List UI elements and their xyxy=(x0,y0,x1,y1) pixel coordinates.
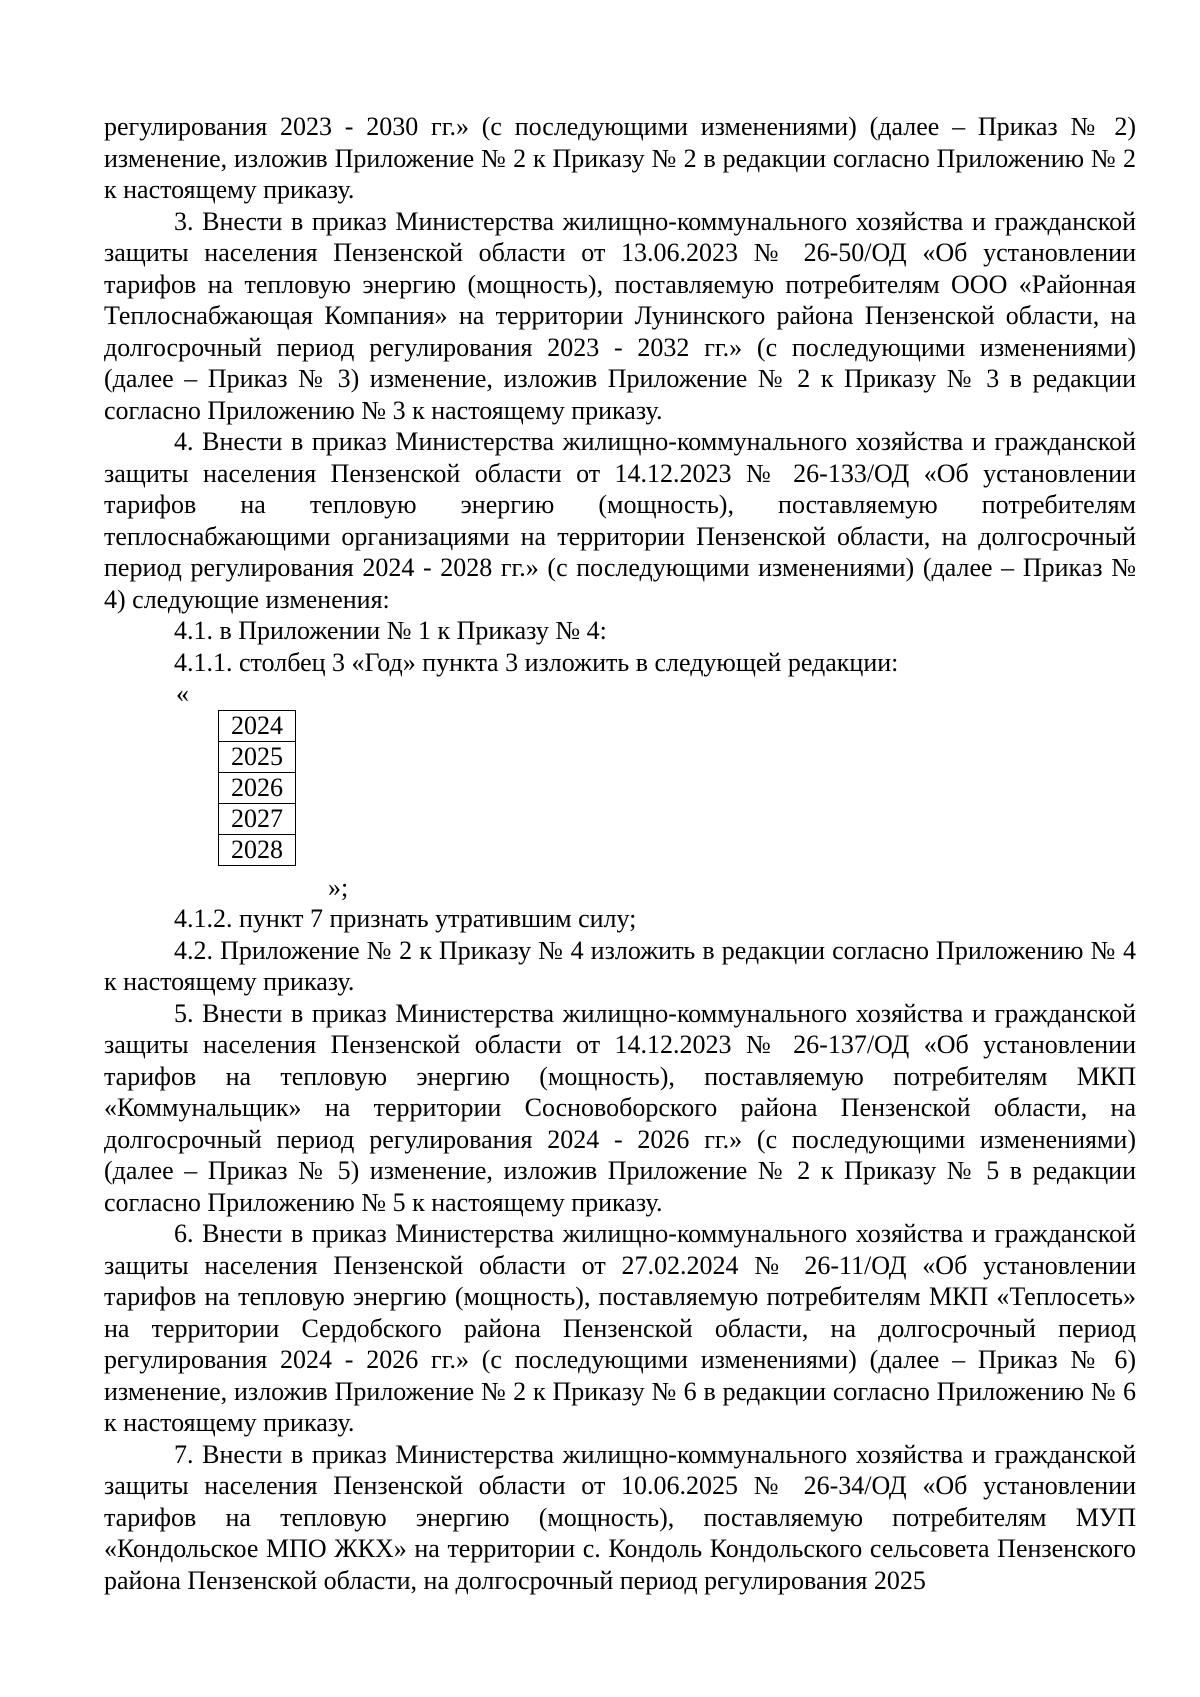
year-cell: 2026 xyxy=(219,772,296,803)
year-cell: 2024 xyxy=(219,710,296,741)
paragraph-4-1: 4.1. в Приложении № 1 к Приказу № 4: xyxy=(174,616,607,645)
document-page xyxy=(104,111,1136,1596)
closing-quote: »; xyxy=(328,872,349,902)
paragraph-4-2: 4.2. Приложение № 2 к Приказу № 4 изложить в редакции согласно Приложению № 4 к настоящему приказу. xyxy=(104,935,1136,996)
year-cell: 2028 xyxy=(219,834,296,865)
paragraph-7: 7. Внести в приказ Министерства жилищно-коммунального хозяйства и гражданской защиты населения Пензенской области от 10.06.2025 № 26-34/ОД «Об установлении тарифов на тепловую энергию (мощность), поставляемую потребителям МУП «Кондольское МПО ЖКХ» на территории с. Кондоль Кондольского сельсовета Пензенского района Пензенской области, на долгосрочный период регулирования 2025 xyxy=(104,1439,1136,1595)
paragraph-5: 5. Внести в приказ Министерства жилищно-коммунального хозяйства и гражданской защиты населения Пензенской области от 14.12.2023 № 26-137/ОД «Об установлении тарифов на тепловую энергию (мощность), поставляемую потребителям МКП «Коммунальщик» на территории Сосновоборского района Пензенской области, на долгосрочный период регулирования 2024 - 2026 гг.» (с последующими изменениями) (далее – Приказ № 5) изменение, изложив Приложение № 2 к Приказу № 5 в редакции согласно Приложению № 5 к настоящему приказу. xyxy=(104,998,1136,1217)
paragraph-4-1-1: 4.1.1. столбец 3 «Год» пункта 3 изложить в следующей редакции: xyxy=(174,647,899,677)
paragraph-3: 3. Внести в приказ Министерства жилищно-коммунального хозяйства и гражданской защиты населения Пензенской области от 13.06.2023 № 26-50/ОД «Об установлении тарифов на тепловую энергию (мощность), поставляемую потребителям ООО «Районная Теплоснабжающая Компания» на территории Лунинского района Пензенской области, на долгосрочный период регулирования 2023 - 2032 гг.» (с последующими изменениями) (далее – Приказ № 3) изменение, изложив Приложение № 2 к Приказу № 3 в редакции согласно Приложению № 3 к настоящему приказу. xyxy=(104,206,1136,425)
year-cell: 2025 xyxy=(219,741,296,772)
year-cell: 2027 xyxy=(219,803,296,834)
paragraph-6: 6. Внести в приказ Министерства жилищно-коммунального хозяйства и гражданской защиты населения Пензенской области от 27.02.2024 № 26-11/ОД «Об установлении тарифов на тепловую энергию (мощность), поставляемую потребителям МКП «Теплосеть» на территории Сердобского района Пензенской области, на долгосрочный период регулирования 2024 - 2026 гг.» (с последующими изменениями) (далее – Приказ № 6) изменение, изложив Приложение № 2 к Приказу № 6 в редакции согласно Приложению № 6 к настоящему приказу. xyxy=(104,1219,1136,1437)
opening-quote: « xyxy=(176,679,189,708)
paragraph-4: 4. Внести в приказ Министерства жилищно-коммунального хозяйства и гражданской защиты населения Пензенской области от 14.12.2023 № 26-133/ОД «Об установлении тарифов на тепловую энергию (мощность), поставляемую потребителям теплоснабжающими организациями на территории Пензенской области, на долгосрочный период регулирования 2024 - 2028 гг.» (с последующими изменениями) (далее – Приказ № 4) следующие изменения: xyxy=(104,427,1136,614)
paragraph-4-1-2: 4.1.2. пункт 7 признать утратившим силу; xyxy=(174,904,637,933)
year-table xyxy=(218,710,296,866)
paragraph-continuation: регулирования 2023 - 2030 гг.» (с последующими изменениями) (далее – Приказ № 2) изменение, изложив Приложение № 2 к Приказу № 2 в редакции согласно Приложению № 2 к настоящему приказу. xyxy=(104,112,1136,204)
